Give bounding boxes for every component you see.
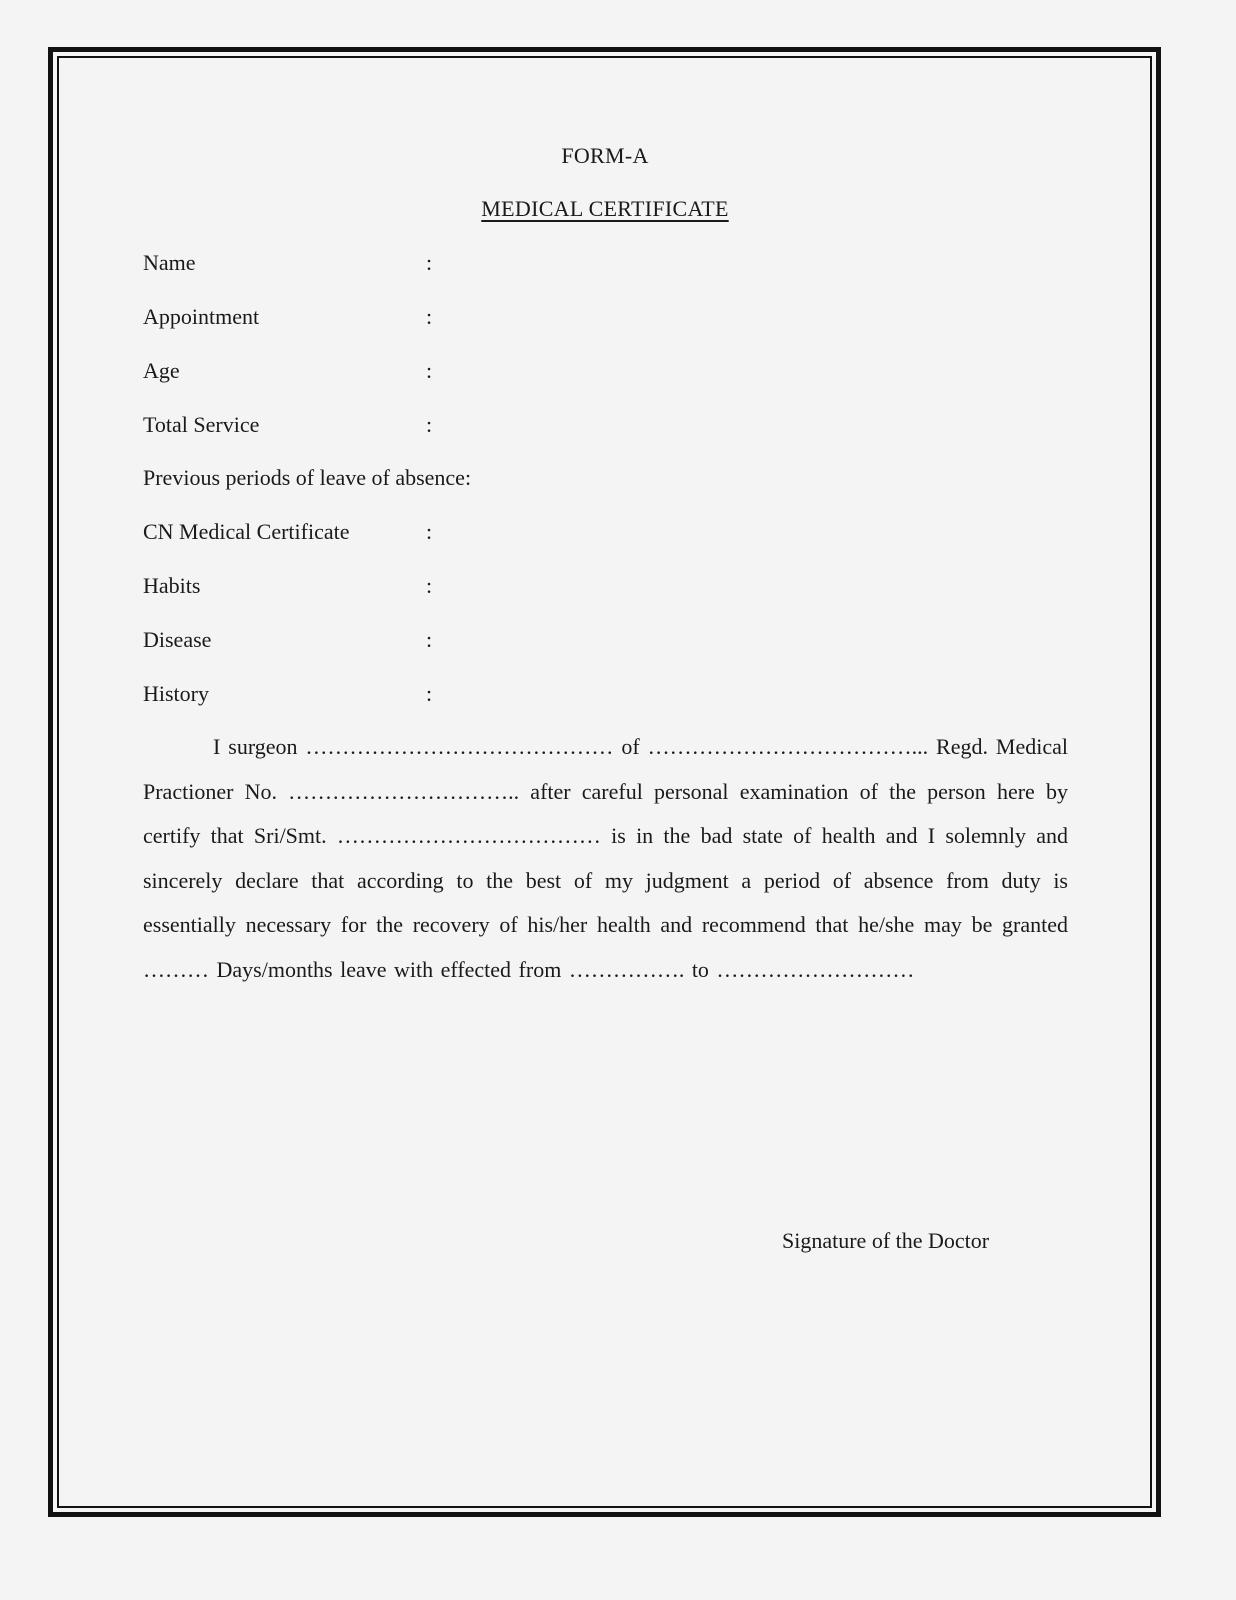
form-code: FORM-A bbox=[561, 143, 649, 168]
field-label: History bbox=[143, 681, 209, 706]
declaration-block bbox=[143, 725, 1068, 993]
field-label: Disease bbox=[143, 627, 212, 652]
certificate-title: MEDICAL CERTIFICATE bbox=[481, 196, 729, 221]
field-label: Previous periods of leave of absence: bbox=[143, 465, 472, 490]
field-colon: : bbox=[426, 412, 433, 437]
certificate-title-wrapper bbox=[0, 196, 1210, 222]
field-colon: : bbox=[426, 573, 433, 598]
field-label: Name bbox=[143, 250, 196, 275]
field-colon: : bbox=[426, 627, 433, 652]
field-label: Appointment bbox=[143, 304, 260, 329]
field-colon: : bbox=[426, 304, 433, 329]
field-colon: : bbox=[426, 250, 433, 275]
field-label: Total Service bbox=[143, 412, 260, 437]
declaration-text: I surgeon …………………………………… of ………………………………... Regd. Medical Practioner No. ………………………….. after careful personal examination of the person here by certify that Sri/Smt. ……………………………… is in the bad state of health and I solemnly and sincerely declare that according to the best of my judgment a period of absence from duty is essentially necessary for the recovery of his/her health and recommend that he/she may be granted ……… Days/months leave with effected from ……………. to ……………………… bbox=[143, 734, 1068, 982]
field-label: Habits bbox=[143, 573, 201, 598]
field-colon: : bbox=[426, 358, 433, 383]
field-label: CN Medical Certificate bbox=[143, 519, 350, 544]
field-colon: : bbox=[426, 519, 433, 544]
field-label: Age bbox=[143, 358, 180, 383]
signature-label: Signature of the Doctor bbox=[782, 1228, 990, 1253]
field-colon: : bbox=[426, 681, 433, 706]
